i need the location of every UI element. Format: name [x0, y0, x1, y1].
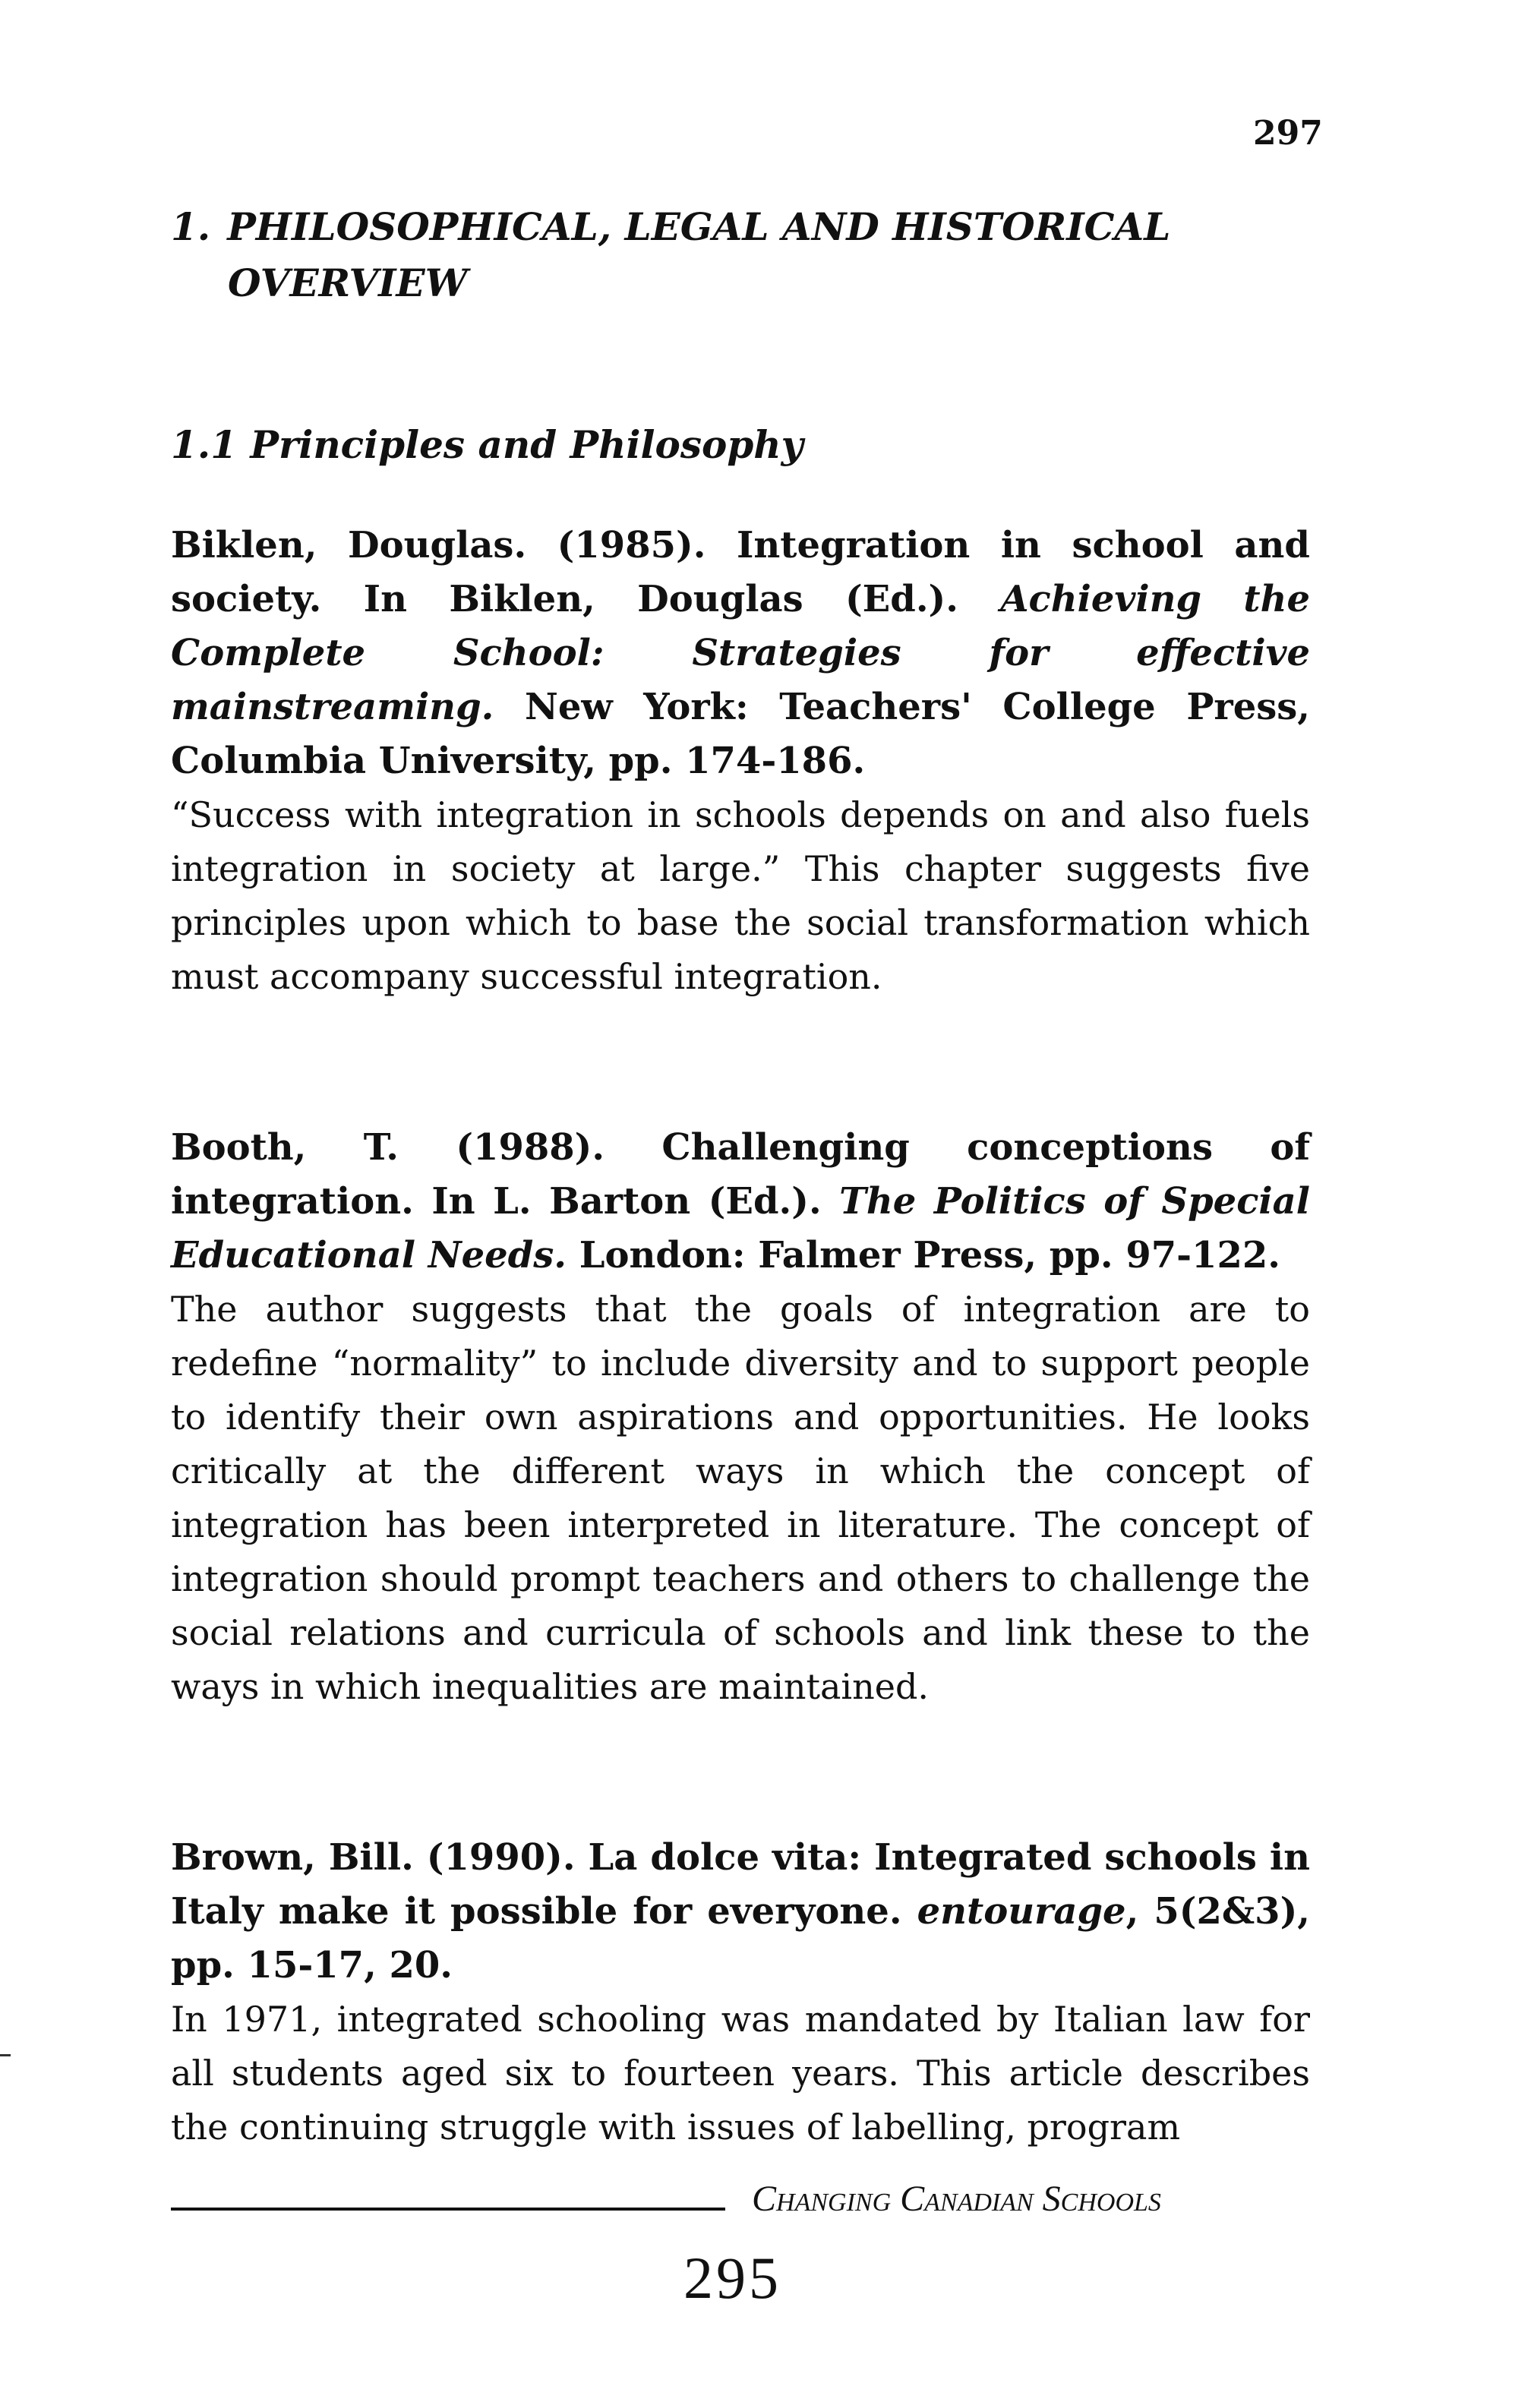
- subsection-title: 1.1 Principles and Philosophy: [171, 422, 803, 467]
- annotation: The author suggests that the goals of integration are to redefine “normality” to include diversity and to support people to identify their own aspirations and opportunities. He looks critically at the different ways in which the concept of integration has been interpreted in literature. The concept of integration should prompt teachers and others to challenge the social relations and curricula of schools and link these to the ways in which inequalities are maintained.: [171, 1289, 1310, 1707]
- page-number-bottom: 295: [683, 2245, 781, 2311]
- section-title: [171, 199, 1310, 311]
- bibliography-entry: [171, 1831, 1310, 2154]
- citation-journal-title: entourage: [917, 1890, 1126, 1933]
- annotation: “Success with integration in schools depends on and also fuels integration in society at large.” This chapter suggests five principles upon which to base the social transformation which must accompany successful integration.: [171, 794, 1310, 997]
- annotation: In 1971, integrated schooling was mandated by Italian law for all students aged six to fourteen years. This article describes the continuing struggle with issues of labelling, program: [171, 1999, 1310, 2148]
- citation-publisher-text: London: Falmer Press, pp. 97-122.: [567, 1234, 1280, 1277]
- citation: [171, 1831, 1310, 1993]
- footer-rule: [171, 2208, 725, 2211]
- section-number: 1.: [171, 204, 211, 249]
- section-title-line-2: OVERVIEW: [228, 260, 468, 305]
- bibliography-entry: [171, 1121, 1310, 1714]
- page-number-top: 297: [1253, 114, 1323, 153]
- citation-volume-text: , 5(2&3), pp. 15-17, 20.: [171, 1890, 1310, 1987]
- citation: [171, 1121, 1310, 1283]
- footer-title: Changing Canadian Schools: [752, 2179, 1161, 2219]
- section-title-line-1: [171, 199, 1310, 255]
- citation: [171, 519, 1310, 788]
- citation-author-text: Biklen, Douglas. (1985). Integration in school and society. In Biklen, Douglas (Ed.).: [171, 524, 1310, 620]
- citation-book-title: The Politics of Special Educational Needs.: [171, 1180, 1310, 1277]
- citation-author-text: Brown, Bill. (1990). La dolce vita: Integrated schools in Italy make it possible for everyone.: [171, 1836, 1310, 1933]
- bibliography-entry: [171, 519, 1310, 1004]
- citation-publisher-text: New York: Teachers' College Press, Columbia University, pp. 174-186.: [171, 686, 1310, 782]
- section-title-text: PHILOSOPHICAL, LEGAL AND HISTORICAL: [227, 204, 1171, 249]
- citation-author-text: Booth, T. (1988). Challenging conceptions of integration. In L. Barton (Ed.).: [171, 1126, 1310, 1223]
- margin-mark: [0, 2054, 11, 2056]
- citation-book-title: Achieving the Complete School: Strategies for effective mainstreaming.: [171, 578, 1310, 728]
